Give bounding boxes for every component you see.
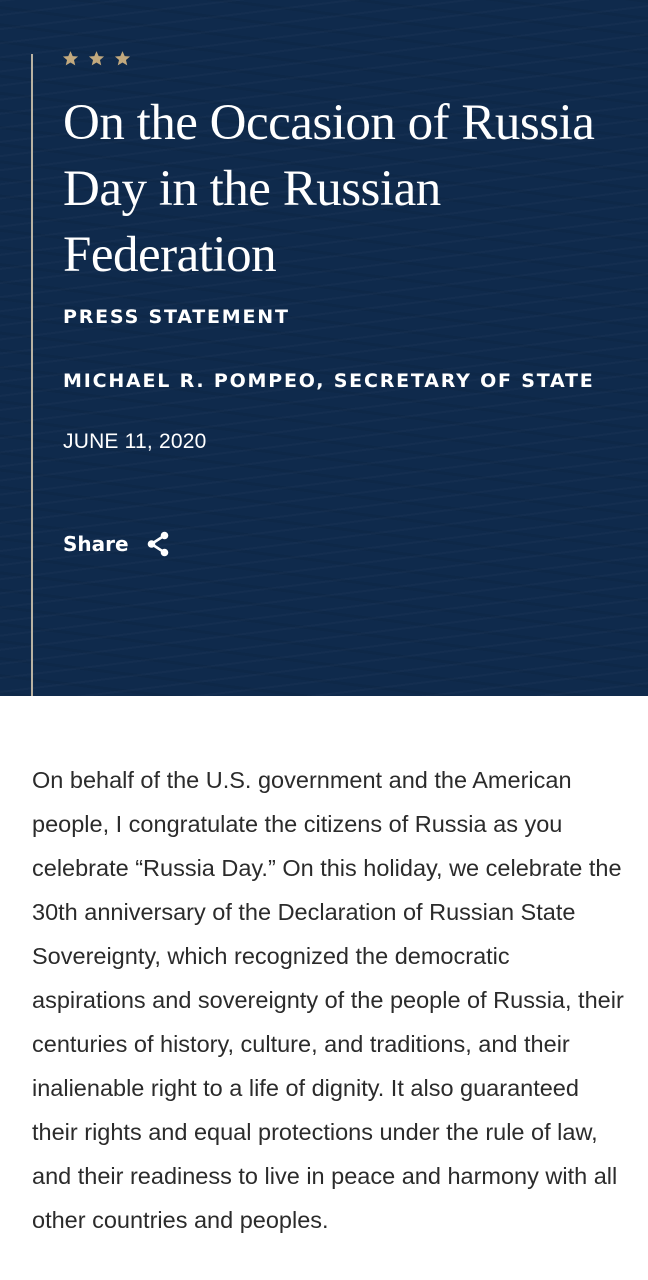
page-title: On the Occasion of Russia Day in the Russian Federation [63, 95, 595, 283]
statement-type: PRESS STATEMENT [63, 306, 290, 328]
hero-vertical-rule [31, 54, 33, 696]
share-icon[interactable] [145, 530, 171, 558]
statement-author: MICHAEL R. POMPEO, SECRETARY OF STATE [63, 370, 595, 392]
star-icon [62, 50, 79, 67]
star-icon [114, 50, 131, 67]
share-label: Share [63, 532, 129, 556]
statement-date: JUNE 11, 2020 [63, 430, 207, 453]
share-button[interactable] [63, 530, 171, 558]
star-icon [88, 50, 105, 67]
stars-decoration [62, 50, 131, 67]
statement-body: On behalf of the U.S. government and the American people, I congratulate the citizens of Russia as you celebrate “Russia Day.” On this holiday, we celebrate the 30th anniversary of the Declaration of Russian State Sovereignty, which recognized the democratic aspirations and sovereignty of the people of Russia, their centuries of history, culture, and traditions, and their inalienable right to a life of dignity. It also guaranteed their rights and equal protections under the rule of law, and their readiness to live in peace and harmony with all other countries and peoples. [32, 767, 624, 1233]
